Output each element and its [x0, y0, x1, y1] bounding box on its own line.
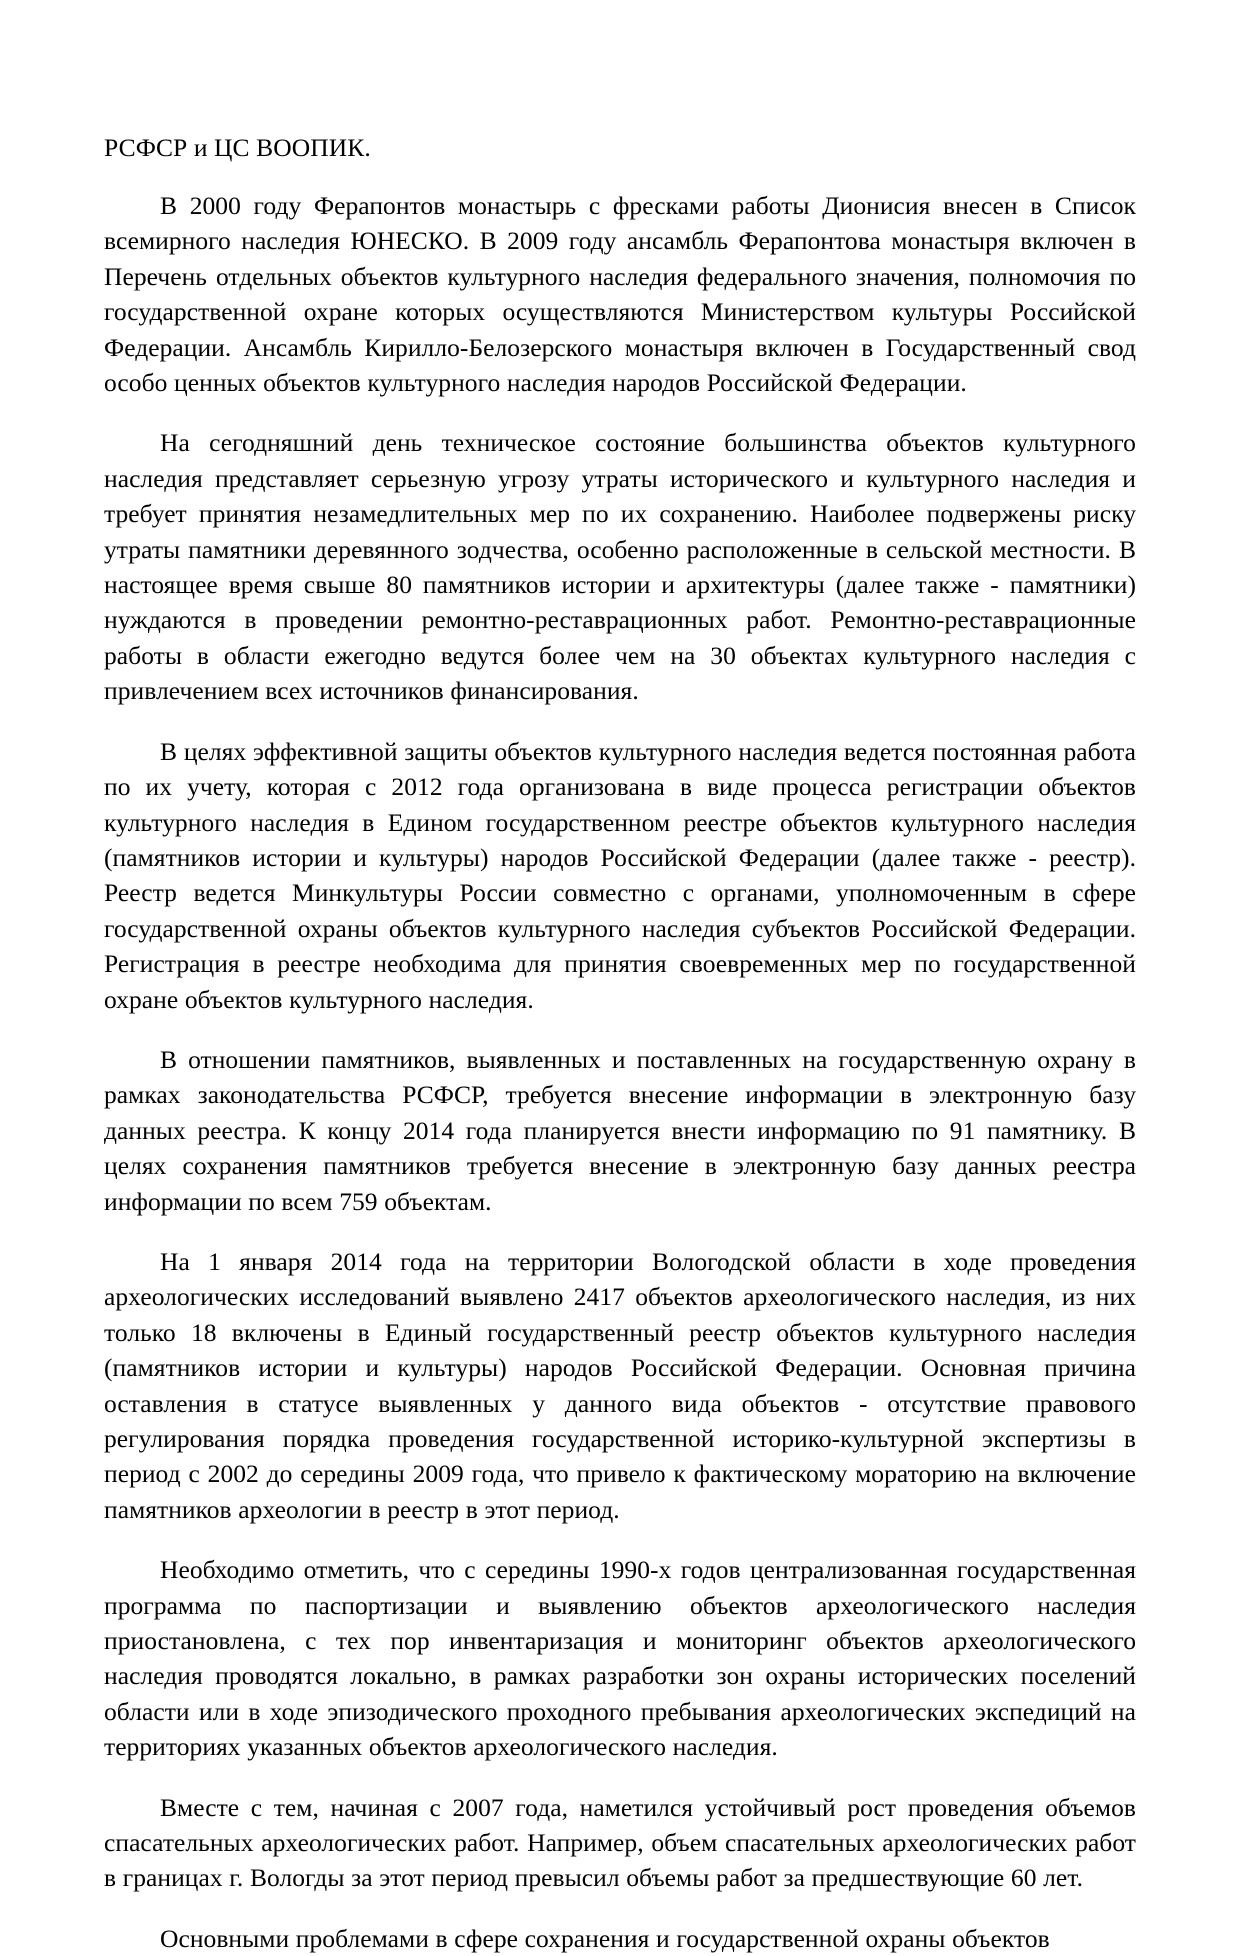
paragraph-registry-accounting: В целях эффективной защиты объектов культурного наследия ведется постоянная работа по их учету, которая с 2012 года организована в виде процесса регистрации объектов культурного наследия в Едином государственном реестре объектов культурного наследия (памятников истории и культуры) народов Российской Федерации (далее также - реестр). Реестр ведется Минкультуры России совместно с органами, уполномоченным в сфере государственной охраны объектов культурного наследия субъектов Российской Федерации. Регистрация в реестре необходима для принятия своевременных мер по государственной охране объектов культурного наследия. [104, 736, 1136, 1014]
paragraph-unesco-ferapontov: В 2000 году Ферапонтов монастырь с фресками работы Дионисия внесен в Список всемирного наследия ЮНЕСКО. В 2009 году ансамбль Ферапонтова монастыря включен в Перечень отдельных объектов культурного наследия федерального значения, полномочия по государственной охране которых осуществляются Министерством культуры Российской Федерации. Ансамбль Кирилло-Белозерского монастыря включен в Государственный свод особо ценных объектов культурного наследия народов Российской Федерации. [104, 191, 1136, 398]
paragraph-rescue-archaeology-growth: Вместе с тем, начиная с 2007 года, наметился устойчивый рост проведения объемов спасательных археологических работ. Например, объем спасательных археологических работ в границах г. Вологды за этот период превысил объемы работ за предшествующие 60 лет. [104, 1792, 1136, 1893]
paragraph-technical-condition: На сегодняшний день техническое состояние большинства объектов культурного наследия представляет серьезную угрозу утраты исторического и культурного наследия и требует принятия незамедлительных мер по их сохранению. Наиболее подвержены риску утраты памятники деревянного зодчества, особенно расположенные в сельской местности. В настоящее время свыше 80 памятников истории и архитектуры (далее также - памятники) нуждаются в проведении ремонтно-реставрационных работ. Ремонтно-реставрационные работы в области ежегодно ведутся более чем на 30 объектах культурного наследия с привлечением всех источников финансирования. [104, 428, 1136, 706]
document-body [104, 132, 1136, 1956]
paragraph-certification-program-suspended: Необходимо отметить, что с середины 1990-х годов централизованная государственная программа по паспортизации и выявлению объектов археологического наследия приостановлена, с тех пор инвентаризация и мониторинг объектов археологического наследия проводятся локально, в рамках разработки зон охраны исторических поселений области или в ходе эпизодического проходного пребывания археологических экспедиций на территориях указанных объектов археологического наследия. [104, 1555, 1136, 1762]
paragraph-archaeological-sites-2014: На 1 января 2014 года на территории Вологодской области в ходе проведения археологических исследований выявлено 2417 объектов археологического наследия, из них только 18 включены в Единый государственный реестр объектов культурного наследия (памятников истории и культуры) народов Российской Федерации. Основная причина оставления в статусе выявленных у данного вида объектов - отсутствие правового регулирования порядка проведения государственной историко-культурной экспертизы в период с 2002 до середины 2009 года, что привело к фактическому мораторию на включение памятников археологии в реестр в этот период. [104, 1246, 1136, 1524]
continuation-heading-line: РСФСР и ЦС ВООПИК. [104, 133, 371, 162]
paragraph-rsfsr-monuments-database: В отношении памятников, выявленных и поставленных на государственную охрану в рамках законодательства РСФСР, требуется внесение информации в электронную базу данных реестра. К концу 2014 года планируется внести информацию по 91 памятнику. В целях сохранения памятников требуется внесение в электронную базу данных реестра информации по всем 759 объектам. [104, 1044, 1136, 1216]
paragraph-main-problems-truncated: Основными проблемами в сфере сохранения и государственной охраны объектов [160, 1923, 1050, 1953]
